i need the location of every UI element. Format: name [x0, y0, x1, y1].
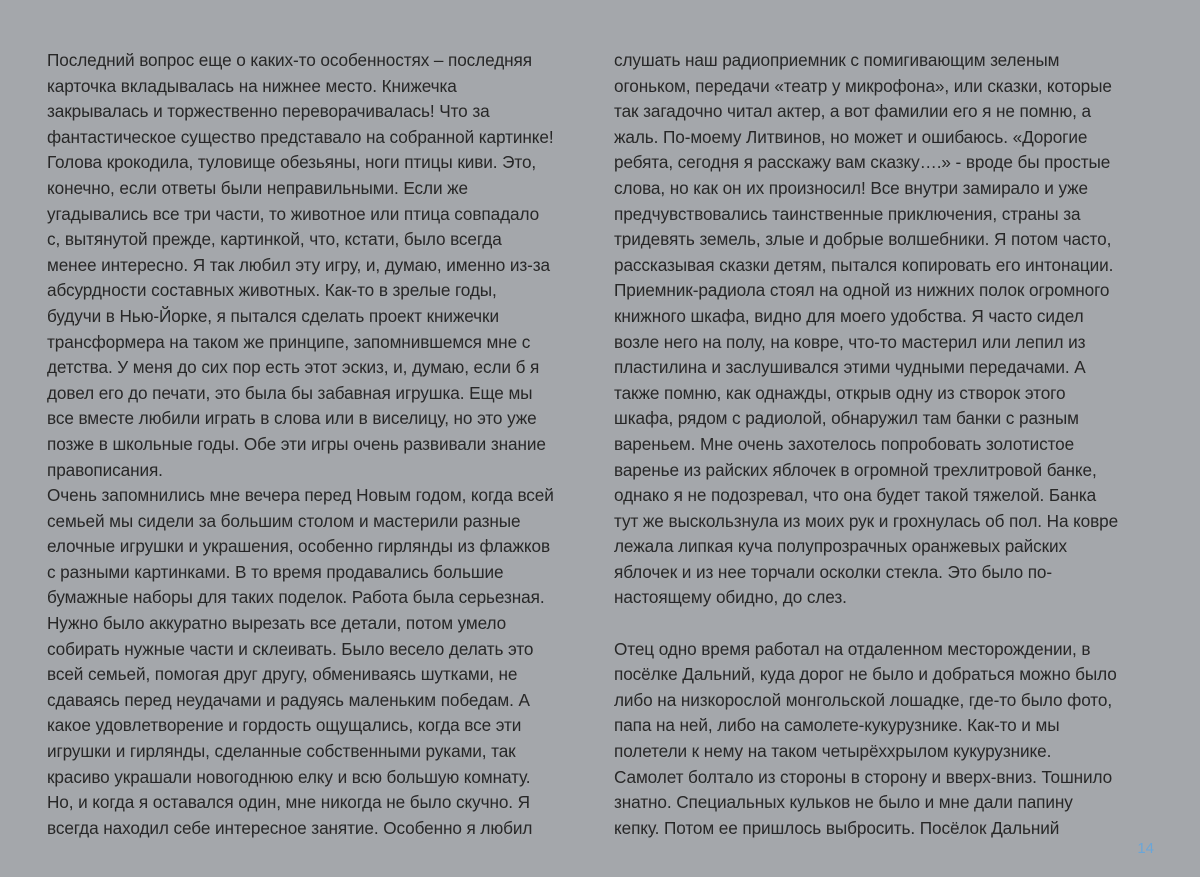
text-line: лежала липкая куча полупрозрачных оранжевых райских	[614, 536, 1068, 557]
text-line: трансформера на таком же принципе, запомнившемся мне с	[47, 331, 531, 352]
text-line: возле него на полу, на ковре, что-то мастерил или лепил из	[614, 331, 1086, 352]
text-line: так загадочно читал актер, а вот фамилии его я не помню, а	[614, 101, 1091, 122]
text-line: игрушки и гирлянды, сделанные собственными руками, так	[47, 741, 516, 762]
text-line: кепку. Потом ее пришлось выбросить. Посёлок Дальний	[614, 817, 1060, 838]
text-line: ребята, сегодня я расскажу вам сказку….» - вроде бы простые	[614, 152, 1111, 173]
text-line: шкафа, рядом с радиолой, обнаружил там банки с разным	[614, 408, 1079, 429]
text-line: тут же выскользнула из моих рук и грохнулась об пол. На ковре	[614, 510, 1119, 531]
text-line: с разными картинками. В то время продавались большие	[47, 561, 504, 582]
text-line: предчувствовались таинственные приключения, страны за	[614, 203, 1081, 224]
page-number: 14	[1137, 840, 1154, 857]
text-line: будучи в Нью-Йорке, я пытался сделать проект книжечки	[47, 305, 499, 326]
text-line: либо на низкорослой монгольской лошадке, где-то было фото,	[614, 689, 1112, 710]
text-line: пластилина и заслушивался этими чудными передачами. А	[614, 357, 1086, 378]
text-line: Отец одно время работал на отдаленном месторождении, в	[614, 638, 1091, 659]
text-line: елочные игрушки и украшения, особенно гирлянды из флажков	[47, 536, 551, 557]
text-line: однако я не подозревал, что она будет такой тяжелой. Банка	[614, 485, 1097, 506]
text-line: абсурдности составных животных. Как-то в зрелые годы,	[47, 280, 497, 301]
text-line: полетели к нему на таком четырёххрылом кукурузнике.	[614, 741, 1052, 762]
text-line: все вместе любили играть в слова или в виселицу, но это уже	[47, 408, 537, 429]
text-line: всей семьей, помогая друг другу, обмениваясь шутками, не	[47, 664, 518, 685]
text-line: карточка вкладывалась на нижнее место. Книжечка	[47, 75, 457, 96]
text-line: рассказывая сказки детям, пытался копировать его интонации.	[614, 254, 1114, 275]
text-line: Последний вопрос еще о каких-то особенностях – последняя	[47, 50, 532, 70]
text-line: варенье из райских яблочек в огромной трехлитровой банке,	[614, 459, 1097, 480]
text-line: детства. У меня до сих пор есть этот эскиз, и, думаю, если б я	[47, 357, 540, 378]
right-text-column	[614, 48, 1174, 841]
text-line: книжного шкафа, видно для моего удобства. Я часто сидел	[614, 305, 1084, 326]
text-line: довел его до печати, это была бы забавная игрушка. Еще мы	[47, 382, 533, 403]
text-line: фантастическое существо представало на собранной картинке!	[47, 126, 554, 147]
left-text-column	[47, 48, 607, 841]
text-line: слова, но как он их произносил! Все внутри замирало и уже	[614, 177, 1088, 198]
text-line: закрывалась и торжественно переворачивалась! Что за	[47, 101, 490, 122]
text-line: бумажные наборы для таких поделок. Работа была серьезная.	[47, 587, 545, 608]
text-line: знатно. Специальных кульков не было и мне дали папину	[614, 792, 1073, 813]
text-line: Приемник-радиола стоял на одной из нижних полок огромного	[614, 280, 1110, 301]
text-line: папа на ней, либо на самолете-кукурузнике. Как-то и мы	[614, 715, 1060, 736]
text-line: тридевять земель, злые и добрые волшебники. Я потом часто,	[614, 229, 1112, 250]
text-line: позже в школьные годы. Обе эти игры очень развивали знание	[47, 433, 546, 454]
text-line: красиво украшали новогоднюю елку и всю большую комнату.	[47, 766, 531, 787]
text-line: посёлке Дальний, куда дорог не было и добраться можно было	[614, 664, 1117, 685]
text-line: всегда находил себе интересное занятие. Особенно я любил	[47, 817, 533, 838]
text-line: слушать наш радиоприемник с помигивающим зеленым	[614, 50, 1060, 70]
text-line: настоящему обидно, до слез.	[614, 587, 847, 608]
text-line: Нужно было аккуратно вырезать все детали, потом умело	[47, 613, 507, 634]
text-line	[614, 611, 1174, 637]
text-line: Самолет болтало из стороны в сторону и вверх-вниз. Тошнило	[614, 766, 1113, 787]
text-line: угадывались все три части, то животное или птица совпадало	[47, 203, 540, 224]
text-line: жаль. По-моему Литвинов, но может и ошибаюсь. «Дорогие	[614, 126, 1088, 147]
text-line: Голова крокодила, туловище обезьяны, ноги птицы киви. Это,	[47, 152, 537, 173]
text-line: правописания.	[47, 459, 163, 480]
text-line: с, вытянутой прежде, картинкой, что, кстати, было всегда	[47, 229, 502, 250]
text-line: также помню, как однажды, открыв одну из створок этого	[614, 382, 1066, 403]
text-line: Очень запомнились мне вечера перед Новым годом, когда всей	[47, 485, 554, 506]
text-line: собирать нужные части и склеивать. Было весело делать это	[47, 638, 534, 659]
text-line: какое удовлетворение и гордость ощущались, когда все эти	[47, 715, 522, 736]
text-line: сдаваясь перед неудачами и радуясь маленьким победам. А	[47, 689, 530, 710]
text-line: вареньем. Мне очень захотелось попробовать золотистое	[614, 433, 1075, 454]
text-line: менее интересно. Я так любил эту игру, и, думаю, именно из-за	[47, 254, 551, 275]
text-line: огоньком, передачи «театр у микрофона», или сказки, которые	[614, 75, 1112, 96]
text-line: Но, и когда я оставался один, мне никогда не было скучно. Я	[47, 792, 530, 813]
text-line: яблочек и из нее торчали осколки стекла. Это было по-	[614, 561, 1053, 582]
text-line: конечно, если ответы были неправильными. Если же	[47, 177, 468, 198]
text-line: семьей мы сидели за большим столом и мастерили разные	[47, 510, 521, 531]
